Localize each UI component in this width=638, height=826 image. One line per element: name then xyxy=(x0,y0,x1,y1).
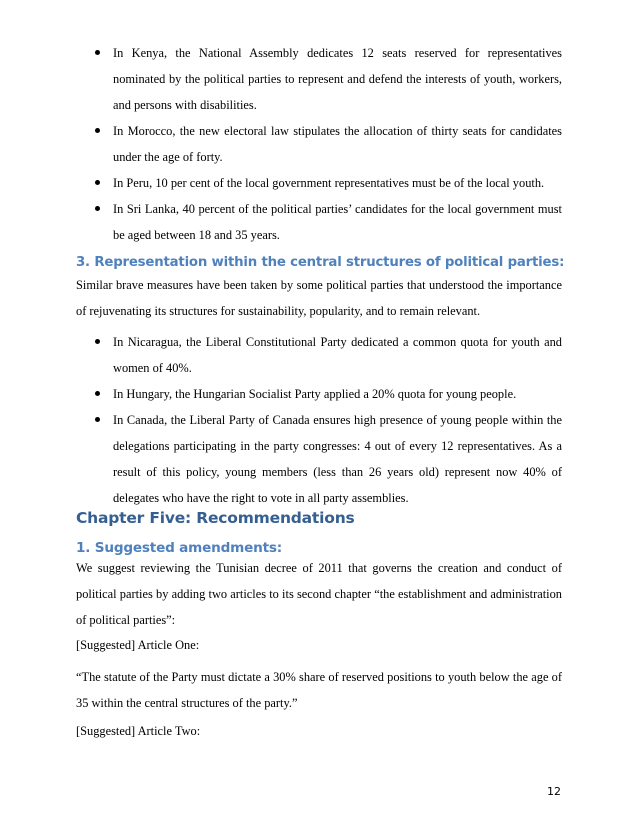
list-item: In Kenya, the National Assembly dedicates 12 seats reserved for representatives nominated by the political parties to represent and defend the interests of youth, workers, and persons with disabilities. xyxy=(76,40,562,118)
list-item: In Nicaragua, the Liberal Constitutional Party dedicated a common quota for youth and women of 40%. xyxy=(76,329,562,381)
recommendation-paragraph: We suggest reviewing the Tunisian decree of 2011 that governs the creation and conduct of political parties by adding two articles to its second chapter “the establishment and administration of political parties”: xyxy=(76,561,562,627)
article-one-label: [Suggested] Article One: xyxy=(76,638,200,652)
list-item: In Sri Lanka, 40 percent of the political parties’ candidates for the local government must be aged between 18 and 35 years. xyxy=(76,196,562,248)
party-measures-list xyxy=(76,329,562,511)
list-item: In Canada, the Liberal Party of Canada ensures high presence of young people within the delegations participating in the party congresses: 4 out of every 12 representatives. As a result of this policy, young members (less than 26 years old) represent now 40% of delegates who have the right to vote in all party assemblies. xyxy=(76,407,562,511)
country-measures-list xyxy=(76,40,562,248)
sub-heading: 1. Suggested amendments: xyxy=(76,540,283,556)
section-intro-paragraph: Similar brave measures have been taken by some political parties that understood the importance of rejuvenating its structures for sustainability, popularity, and to remain relevant. xyxy=(76,278,562,318)
article-two-label: [Suggested] Article Two: xyxy=(76,724,201,738)
chapter-heading: Chapter Five: Recommendations xyxy=(76,509,355,527)
list-item: In Morocco, the new electoral law stipulates the allocation of thirty seats for candidates under the age of forty. xyxy=(76,118,562,170)
list-item: In Peru, 10 per cent of the local government representatives must be of the local youth. xyxy=(76,170,562,196)
page-number: 12 xyxy=(547,785,561,798)
article-one-text: “The statute of the Party must dictate a 30% share of reserved positions to youth below the age of 35 within the central structures of the party.” xyxy=(76,670,562,710)
section-heading: 3. Representation within the central structures of political parties: xyxy=(76,255,565,270)
list-item: In Hungary, the Hungarian Socialist Party applied a 20% quota for young people. xyxy=(76,381,562,407)
